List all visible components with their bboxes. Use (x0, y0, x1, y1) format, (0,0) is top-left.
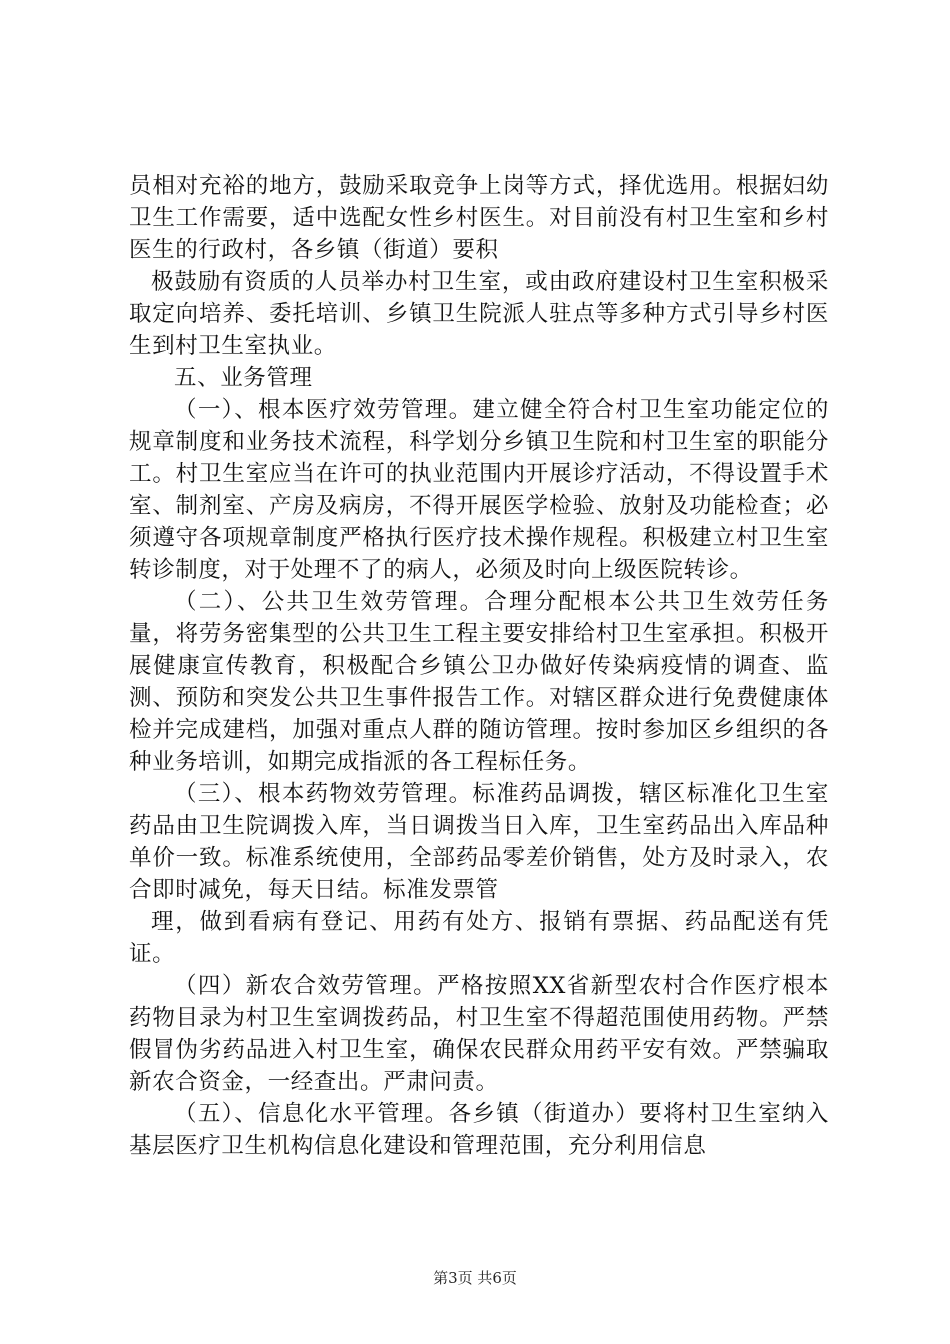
paragraph-informatization: （五）、信息化水平管理。各乡镇（街道办）要将村卫生室纳入基层医疗卫生机构信息化建设和管理范围，充分利用信息 (129, 1101, 829, 1159)
page-footer (0, 1268, 950, 1288)
page-number-label: 第3页 共6页 (433, 1269, 517, 1287)
paragraph-new-rural-cooperative: （四）新农合效劳管理。严格按照XX省新型农村合作医疗根本药物目录为村卫生室调拨药品，村卫生室不得超范围使用药物。严禁假冒伪劣药品进入村卫生室，确保农民群众用药平安有效。严禁骗取新农合资金，一经查出。严肃问责。 (129, 973, 829, 1095)
section-heading-business-management: 五、业务管理 (174, 365, 313, 391)
paragraph-basic-medical-service: （一）、根本医疗效劳管理。建立健全符合村卫生室功能定位的规章制度和业务技术流程，科学划分乡镇卫生院和村卫生室的职能分工。村卫生室应当在许可的执业范围内开展诊疗活动，不得设置手术室、制剂室、产房及病房，不得开展医学检验、放射及功能检查；必须遵守各项规章制度严格执行医疗技术操作规程。积极建立村卫生室转诊制度，对于处理不了的病人，必须及时向上级医院转诊。 (129, 397, 829, 583)
paragraph-drug-service-continued: 理，做到看病有登记、用药有处方、报销有票据、药品配送有凭证。 (129, 909, 829, 967)
document-body (129, 170, 829, 1162)
paragraph-village-clinic-setup: 极鼓励有资质的人员举办村卫生室，或由政府建设村卫生室积极采取定向培养、委托培训、乡镇卫生院派人驻点等多种方式引导乡村医生到村卫生室执业。 (129, 269, 829, 359)
paragraph-public-health-service: （二）、公共卫生效劳管理。合理分配根本公共卫生效劳任务量，将劳务密集型的公共卫生工程主要安排给村卫生室承担。积极开展健康宣传教育，积极配合乡镇公卫办做好传染病疫情的调查、监测、预防和突发公共卫生事件报告工作。对辖区群众进行免费健康体检并完成建档，加强对重点人群的随访管理。按时参加区乡组织的各种业务培训，如期完成指派的各工程标任务。 (129, 589, 829, 775)
paragraph-continued: 员相对充裕的地方，鼓励采取竞争上岗等方式，择优选用。根据妇幼卫生工作需要，适中选配女性乡村医生。对目前没有村卫生室和乡村医生的行政村，各乡镇（街道）要积 (129, 173, 829, 263)
paragraph-basic-drug-service: （三）、根本药物效劳管理。标准药品调拨，辖区标准化卫生室药品由卫生院调拨入库，当日调拨当日入库，卫生室药品出入库品种单价一致。标准系统使用，全部药品零差价销售，处方及时录入，农合即时减免，每天日结。标准发票管 (129, 781, 829, 903)
